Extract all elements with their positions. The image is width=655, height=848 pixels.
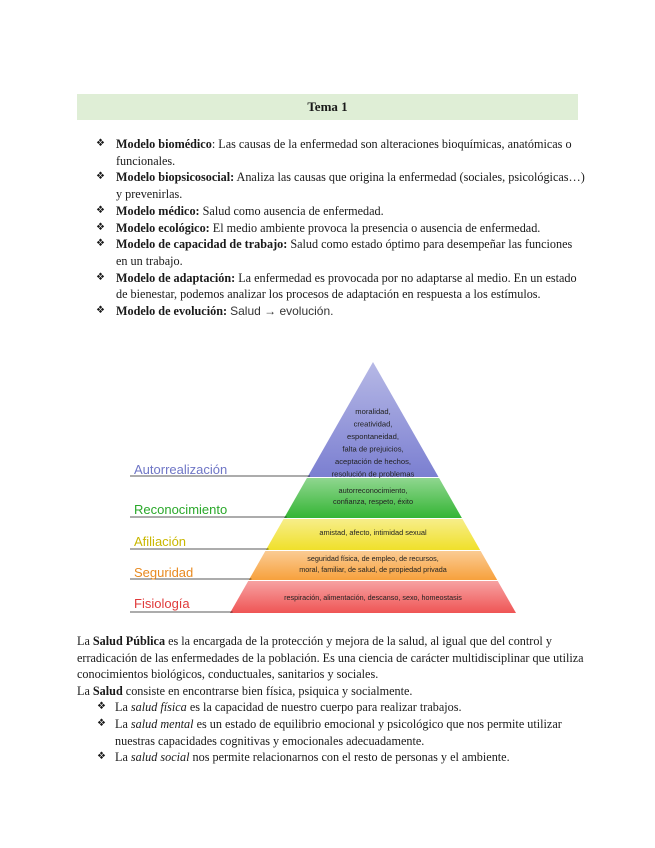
diamond-bullet-icon: ❖	[97, 701, 106, 713]
list-item: ❖ Modelo ecológico: El medio ambiente provoca la presencia o ausencia de enfermedad.	[96, 220, 541, 235]
diamond-bullet-icon: ❖	[97, 717, 106, 729]
maslow-pyramid	[130, 360, 530, 616]
models-list	[96, 136, 586, 320]
diamond-bullet-icon: ❖	[96, 171, 105, 183]
list-item: ❖ Modelo de evolución: Salud → evolución.	[96, 304, 334, 319]
salud-publica-paragraph: La Salud Pública es la encargada de la protección y mejora de la salud, al igual que del control y erradicación de las enfermedades de la población. Es una ciencia de carácter multidisciplinar que utiliza conocimientos biológicos, conductuales, sanitarios y sociales.	[77, 634, 584, 682]
tier-description: respiración, alimentación, descanso, sexo, homeostasis	[284, 593, 462, 602]
list-item: ❖ Modelo médico: Salud como ausencia de enfermedad.	[96, 203, 384, 218]
tier-label: Fisiología	[134, 596, 190, 611]
salud-paragraph: La Salud consiste en encontrarse bien física, psiquica y socialmente.	[77, 683, 413, 698]
tier-label: Autorrealización	[134, 462, 228, 477]
diamond-bullet-icon: ❖	[96, 271, 105, 283]
list-item: ❖ La salud física es la capacidad de nuestro cuerpo para realizar trabajos.	[97, 700, 462, 715]
list-item: ❖ Modelo de adaptación: La enfermedad es provocada por no adaptarse al medio. En un estado de bienestar, podemos analizar los procesos de adaptación en respuesta a los estímulos.	[96, 270, 577, 302]
list-item: ❖ La salud mental es un estado de equilibrio emocional y psicológico que nos permite utilizar nuestras capacidades cognitivas y emocionales adecuadamente.	[97, 716, 562, 748]
list-item: ❖ Modelo biopsicosocial: Analiza las causas que origina la enfermedad (sociales, psicológicas…) y prevenirlas.	[96, 170, 585, 202]
tier-description: confianza, respeto, éxito	[332, 497, 414, 506]
tier-description: amistad, afecto, intimidad sexual	[319, 528, 427, 537]
diamond-bullet-icon: ❖	[96, 221, 105, 233]
tier-description: espontaneidad,	[347, 432, 399, 441]
tier-description: seguridad física, de empleo, de recursos,	[307, 554, 439, 563]
diamond-bullet-icon: ❖	[96, 204, 105, 216]
tier-label: Afiliación	[134, 534, 187, 549]
list-item: ❖ Modelo biomédico: Las causas de la enfermedad son alteraciones bioquímicas, anatómicas o funcionales.	[96, 137, 572, 168]
tier-description: moralidad,	[355, 407, 391, 416]
tier-description: creatividad,	[353, 419, 393, 429]
tier-description: aceptación de hechos,	[335, 457, 411, 466]
list-item: ❖ La salud social nos permite relacionarnos con el resto de personas y el ambiente.	[97, 750, 510, 765]
diamond-bullet-icon: ❖	[97, 751, 106, 763]
diamond-bullet-icon: ❖	[96, 138, 105, 149]
tier-description: moral, familiar, de salud, de propiedad privada	[299, 565, 447, 574]
tier-description: autorreconocimiento,	[338, 486, 408, 495]
diamond-bullet-icon: ❖	[96, 238, 105, 250]
tier-label: Reconocimiento	[134, 502, 228, 517]
body-text	[77, 633, 587, 766]
page-title: Tema 1	[307, 99, 348, 114]
tier-description: resolución de problemas	[331, 469, 415, 479]
title-bar	[77, 94, 578, 120]
tier-label: Seguridad	[134, 565, 194, 580]
health-list	[77, 699, 587, 765]
list-item: ❖ Modelo de capacidad de trabajo: Salud como estado óptimo para desempeñar las funciones en un trabajo.	[96, 237, 573, 268]
tier-description: falta de prejuicios,	[342, 444, 404, 454]
diamond-bullet-icon: ❖	[96, 305, 105, 317]
